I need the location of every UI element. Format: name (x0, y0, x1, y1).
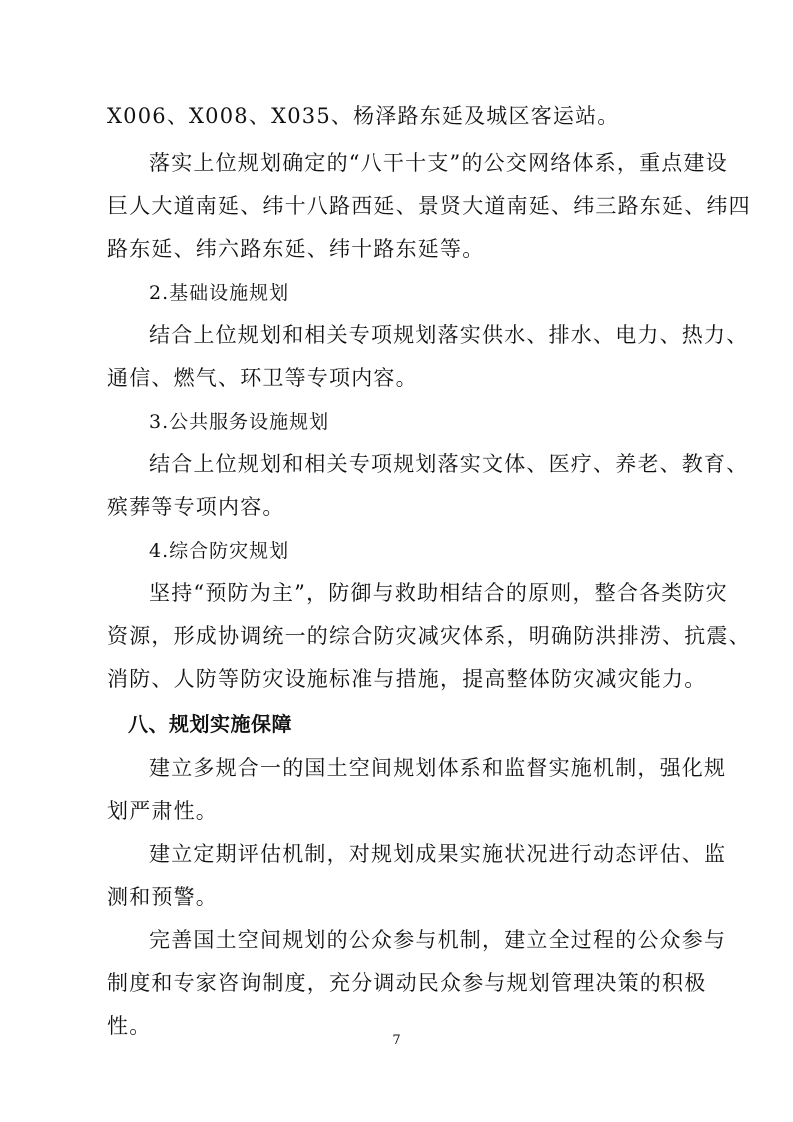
paragraph-line: 路东延、纬六路东延、纬十路东延等。 (107, 237, 485, 261)
paragraph-line: 结合上位规划和相关专项规划落实供水、排水、电力、热力、 (149, 323, 749, 347)
subsection-heading: 3.公共服务设施规划 (149, 411, 330, 433)
paragraph-line: X006、X008、X035、杨泽路东延及城区客运站。 (107, 104, 620, 128)
paragraph-line: 划严肃性。 (107, 799, 218, 823)
paragraph-line: 消防、人防等防灾设施标准与措施，提高整体防灾减灾能力。 (107, 667, 707, 691)
page-number: 7 (392, 1033, 401, 1048)
section-heading: 八、规划实施保障 (128, 712, 292, 736)
paragraph-line: 建立多规合一的国土空间规划体系和监督实施机制，强化规 (149, 756, 727, 780)
paragraph-line: 测和预警。 (107, 885, 218, 909)
paragraph-line: 性。 (107, 1014, 152, 1038)
paragraph-line: 殡葬等专项内容。 (107, 495, 285, 519)
subsection-heading: 2.基础设施规划 (149, 282, 290, 304)
paragraph-line: 坚持“预防为主”，防御与救助相结合的原则，整合各类防灾 (149, 581, 728, 605)
paragraph-line: 落实上位规划确定的“八干十支”的公交网络体系，重点建设 (149, 151, 728, 175)
paragraph-line: 巨人大道南延、纬十八路西延、景贤大道南延、纬三路东延、纬四 (107, 194, 751, 218)
paragraph-line: 建立定期评估机制，对规划成果实施状况进行动态评估、监 (149, 842, 727, 866)
paragraph-line: 通信、燃气、环卫等专项内容。 (107, 366, 418, 390)
paragraph-line: 完善国土空间规划的公众参与机制，建立全过程的公众参与 (149, 928, 727, 952)
paragraph-line: 资源，形成协调统一的综合防灾减灾体系，明确防洪排涝、抗震、 (107, 624, 751, 648)
paragraph-line: 制度和专家咨询制度，充分调动民众参与规划管理决策的积极 (107, 971, 707, 995)
subsection-heading: 4.综合防灾规划 (149, 540, 290, 562)
paragraph-line: 结合上位规划和相关专项规划落实文体、医疗、养老、教育、 (149, 452, 749, 476)
